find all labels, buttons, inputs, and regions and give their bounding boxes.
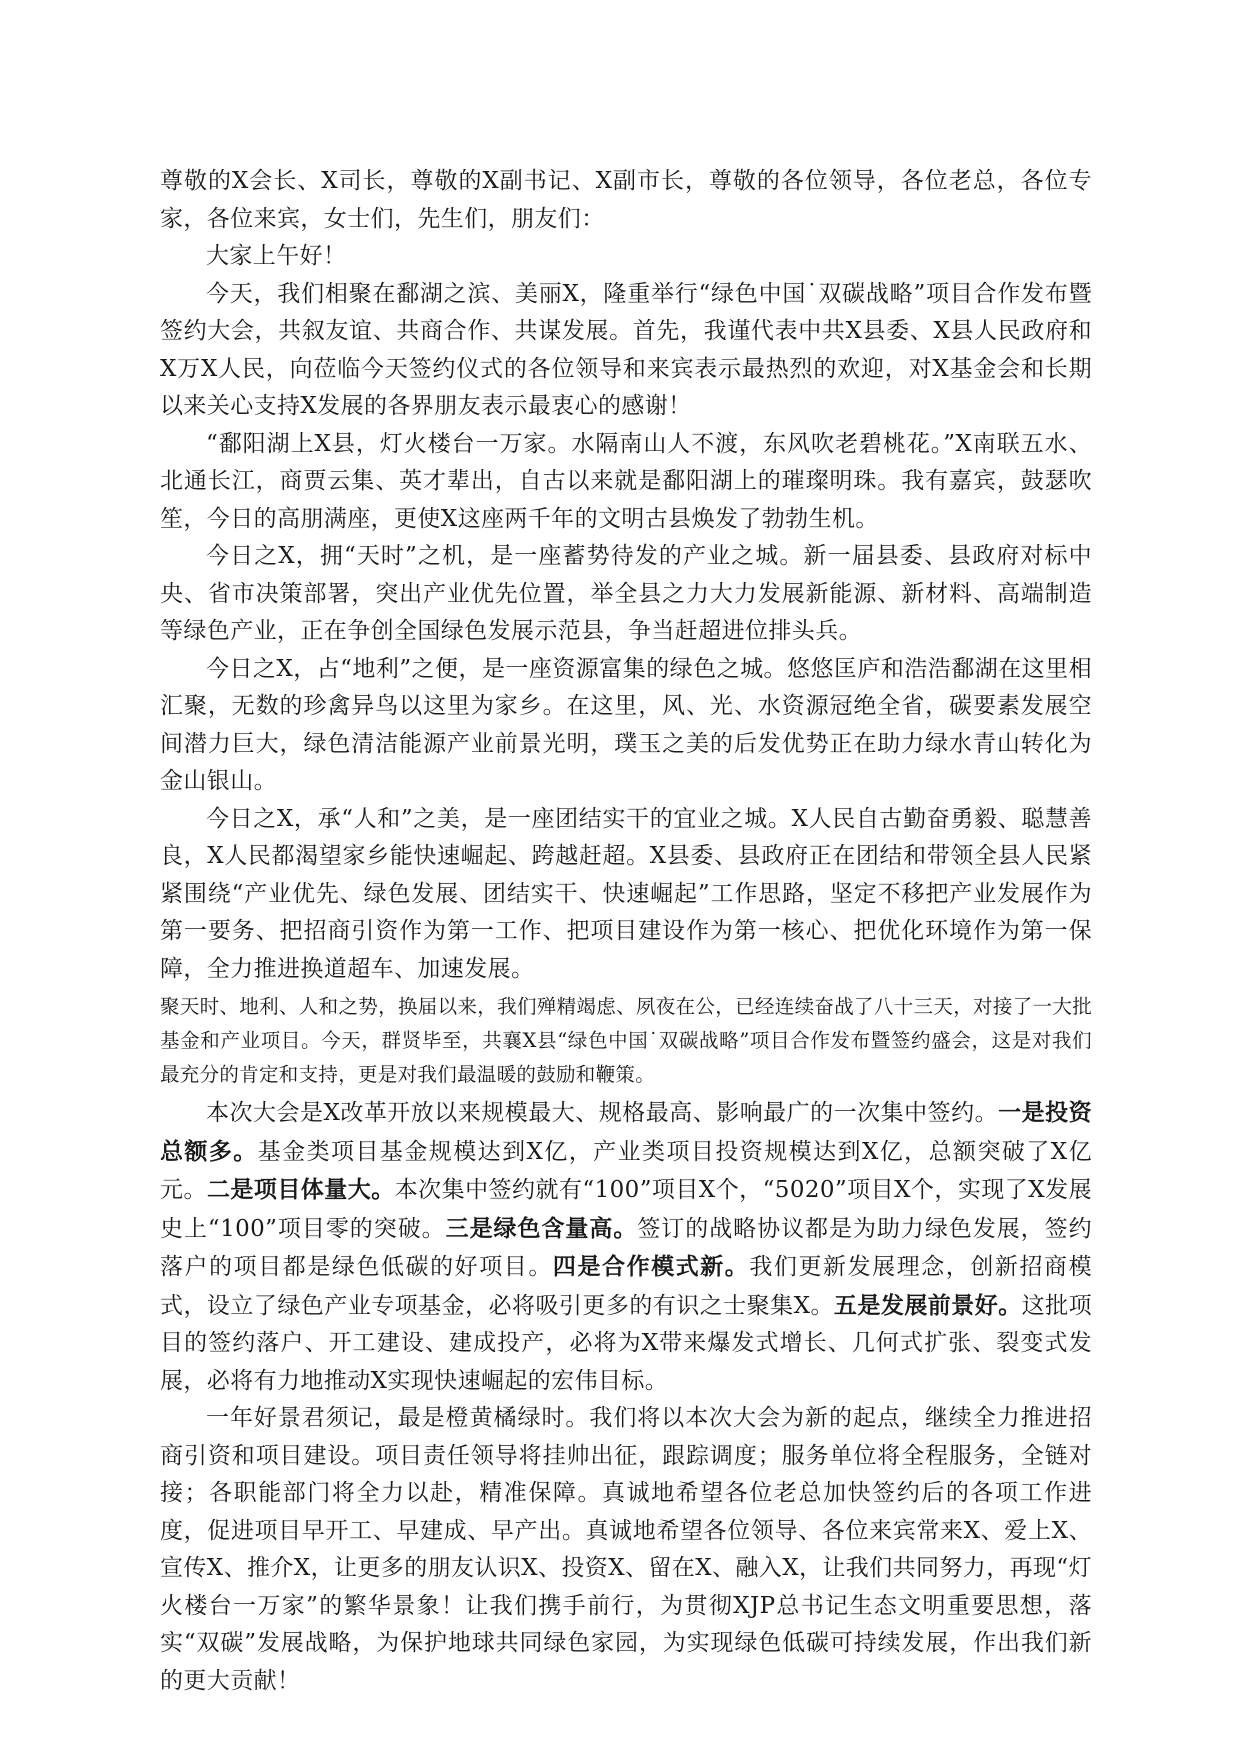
speech-body xyxy=(160,163,1092,1700)
point-2-text: 本次集中签约就有“100”项目X个，“5020”项目X个，实现了X发展史上“100”项目零的突破。 xyxy=(160,1177,1092,1242)
point-3-heading: 三是绿色含量高。 xyxy=(445,1214,638,1242)
poem-paragraph: “鄱阳湖上X县，灯火楼台一万家。水隔南山人不渡，东风吹老碧桃花。”X南联五水、北通长江，商贾云集、英才辈出，自古以来就是鄱阳湖上的璀璨明珠。我有嘉宾，鼓瑟吹笙，今日的高朋满座，更使X这座两千年的文明古县焕发了勃勃生机。 xyxy=(160,430,1092,532)
renhe-paragraph: 今日之X，承“人和”之美，是一座团结实干的宜业之城。X人民自古勤奋勇毅、聪慧善良，X人民都渴望家乡能快速崛起、跨越赶超。X县委、县政府正在团结和带领全县人民紧紧围绕“产业优先、绿色发展、团结实干、快速崛起”工作思路，坚定不移把产业发展作为第一要务、把招商引资作为第一工作、把项目建设作为第一核心、把优化环境作为第一保障，全力推进换道超车、加速发展。 xyxy=(160,805,1092,982)
point-4-heading: 四是合作模式新。 xyxy=(552,1253,750,1280)
point-5-text: 这批项目的签约落户、开工建设、建成投产，必将为X带来爆发式增长、几何式扩张、裂变式发展，必将有力地推动X实现快速崛起的宏伟目标。 xyxy=(160,1292,1093,1394)
intro-paragraph: 今天，我们相聚在鄱湖之滨、美丽X，隆重举行“绿色中国˙双碳战略”项目合作发布暨签约大会，共叙友谊、共商合作、共谋发展。首先，我谨代表中共X县委、X县人民政府和X万X人民，向莅临今天签约仪式的各位领导和来宾表示最热烈的欢迎，对X基金会和长期以来关心支持X发展的各界朋友表示最衷心的感谢！ xyxy=(160,280,1092,419)
point-4-text: 我们更新发展理念，创新招商模式，设立了绿色产业专项基金，必将吸引更多的有识之士聚集X。 xyxy=(160,1254,1092,1319)
dili-paragraph: 今日之X，占“地利”之便，是一座资源富集的绿色之城。悠悠匡庐和浩浩鄱湖在这里相汇聚，无数的珍禽异鸟以这里为家乡。在这里，风、光、水资源冠绝全省，碳要素发展空间潜力巨大，绿色清洁能源产业前景光明，璞玉之美的后发优势正在助力绿水青山转化为金山银山。 xyxy=(160,655,1092,794)
closing-paragraph: 一年好景君须记，最是橙黄橘绿时。我们将以本次大会为新的起点，继续全力推进招商引资和项目建设。项目责任领导将挂帅出征，跟踪调度；服务单位将全程服务，全链对接；各职能部门将全力以赴，精准保障。真诚地希望各位老总加快签约后的各项工作进度，促进项目早开工、早建成、早产出。真诚地希望各位领导、各位来宾常来X、爱上X、宣传X、推介X，让更多的朋友认识X、投资X、留在X、融入X，让我们共同努力，再现“灯火楼台一万家”的繁华景象！让我们携手前行，为贯彻XJP总书记生态文明重要思想，落实“双碳”发展战略，为保护地球共同绿色家园，为实现绿色低碳可持续发展，作出我们新的更大贡献！ xyxy=(160,1405,1092,1694)
point-5-heading: 五是发展前景好。 xyxy=(833,1291,1022,1319)
momentum-paragraph: 聚天时、地利、人和之势，换届以来，我们殚精竭虑、夙夜在公，已经连续奋战了八十三天，对接了一大批基金和产业项目。今天，群贤毕至，共襄X县“绿色中国˙双碳战略”项目合作发布暨签约盛会，这是对我们最充分的肯定和支持，更是对我们最温暖的鼓励和鞭策。 xyxy=(160,995,1092,1086)
tianshi-paragraph: 今日之X，拥“天时”之机，是一座蓄势待发的产业之城。新一届县委、县政府对标中央、省市决策部署，突出产业优先位置，举全县之力大力发展新能源、新材料、高端制造等绿色产业，正在争创全国绿色发展示范县，争当赶超进位排头兵。 xyxy=(160,543,1092,644)
point-2-heading: 二是项目体量大。 xyxy=(206,1176,395,1203)
point-3-text: 签订的战略协议都是为助力绿色发展，签约落户的项目都是绿色低碳的好项目。 xyxy=(160,1215,1092,1280)
point-1-heading: 一是投资总额多。 xyxy=(160,1099,1092,1165)
point-1-text: 基金类项目基金规模达到X亿，产业类项目投资规模达到X亿，总额突破了X亿元。 xyxy=(160,1138,1092,1203)
scale-paragraph xyxy=(160,1094,1092,1400)
salutation: 尊敬的X会长、X司长，尊敬的X副书记、X副市长，尊敬的各位领导，各位老总，各位专家，各位来宾，女士们，先生们，朋友们： xyxy=(160,168,1092,232)
scale-intro: 本次大会是X改革开放以来规模最大、规格最高、影响最广的一次集中签约。 xyxy=(206,1100,999,1126)
greeting: 大家上午好！ xyxy=(206,243,347,269)
